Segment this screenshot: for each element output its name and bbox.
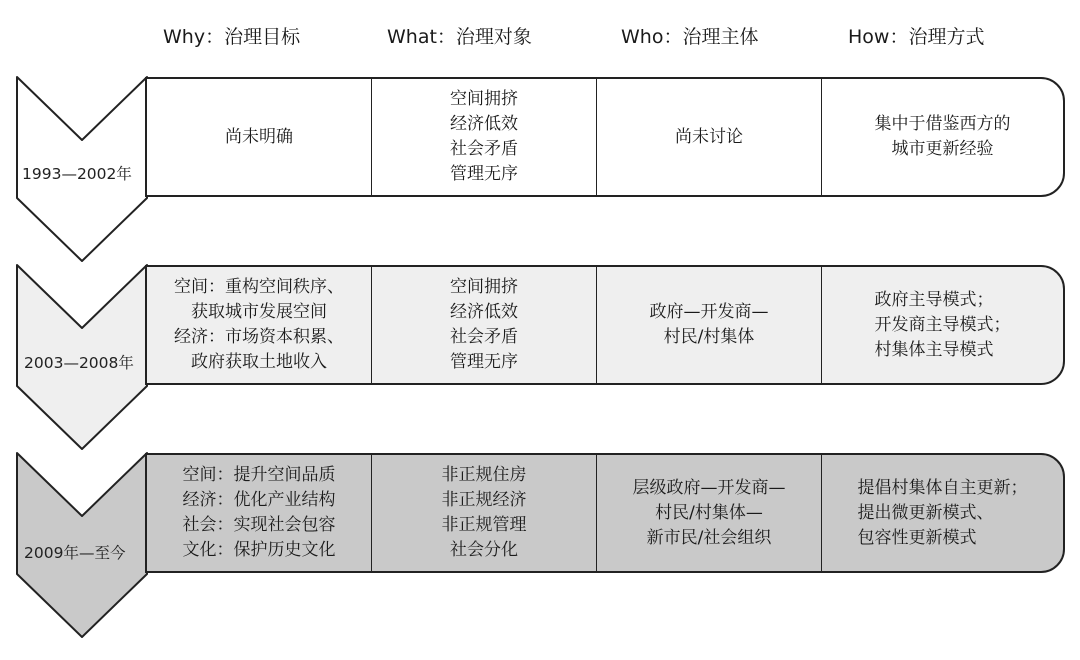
cell-line: 获取城市发展空间: [174, 302, 327, 322]
cell-line: 经济：市场资本积累、: [174, 327, 344, 347]
cell-line: 层级政府—开发商—: [632, 477, 786, 498]
cell-line: 村民/村集体: [663, 327, 755, 347]
cell-line: 经济低效: [450, 302, 518, 322]
cell-line: 经济低效: [450, 114, 518, 134]
cell-line: 政府获取土地收入: [174, 352, 327, 372]
header-who: Who：治理主体: [621, 26, 759, 48]
cell-line: 非正规住房: [441, 465, 527, 485]
cell-what: [372, 267, 597, 383]
cell-how: [822, 455, 1063, 571]
cell-how: [822, 79, 1063, 195]
cell-what: [372, 79, 597, 195]
cell-line: 管理无序: [450, 352, 518, 372]
cell-line: 提倡村集体自主更新；: [857, 477, 1028, 498]
cell-line: 管理无序: [450, 164, 518, 184]
cell-why: [147, 267, 372, 383]
cell-line: 社会分化: [450, 540, 518, 560]
period-label-3: 2009年—至今: [24, 544, 126, 562]
cell-line: 社会矛盾: [450, 327, 518, 347]
cell-who: [597, 79, 822, 195]
cell-what: [372, 455, 597, 571]
cell-line: 经济：优化产业结构: [182, 490, 336, 510]
cell-why: [147, 79, 372, 195]
cell-line: 新市民/社会组织: [646, 527, 772, 548]
cell-line: 集中于借鉴西方的: [874, 114, 1011, 134]
period-label-1: 1993—2002年: [22, 165, 132, 183]
cell-why: [147, 455, 372, 571]
cell-line: 空间拥挤: [450, 277, 518, 297]
cell-line: 非正规经济: [441, 490, 527, 510]
cell-line: 文化：保护历史文化: [182, 540, 336, 560]
cell-line: 开发商主导模式；: [874, 314, 1011, 335]
cell-who: [597, 267, 822, 383]
period-row-2: [145, 265, 1065, 385]
cell-line: 尚未明确: [225, 126, 293, 147]
cell-line: 社会：实现社会包容: [182, 515, 336, 535]
cell-line: 包容性更新模式: [857, 527, 977, 548]
header-what: What：治理对象: [387, 26, 532, 48]
period-row-1: [145, 77, 1065, 197]
period-label-2: 2003—2008年: [24, 354, 134, 372]
cell-line: 空间：重构空间秩序、: [174, 277, 344, 297]
cell-line: 村集体主导模式: [874, 339, 994, 360]
cell-line: 非正规管理: [441, 515, 527, 535]
header-why: Why：治理目标: [163, 26, 301, 48]
cell-line: 提出微更新模式、: [857, 502, 994, 523]
cell-line: 村民/村集体—: [655, 502, 763, 523]
period-row-3: [145, 453, 1065, 573]
cell-line: 空间：提升空间品质: [182, 465, 336, 485]
cell-line: 社会矛盾: [450, 139, 518, 159]
cell-line: 空间拥挤: [450, 89, 518, 109]
cell-line: 城市更新经验: [891, 139, 994, 159]
cell-line: 政府主导模式；: [874, 289, 994, 310]
header-how: How：治理方式: [848, 26, 985, 48]
cell-who: [597, 455, 822, 571]
cell-line: 尚未讨论: [675, 126, 743, 147]
cell-how: [822, 267, 1063, 383]
cell-line: 政府—开发商—: [649, 302, 769, 322]
